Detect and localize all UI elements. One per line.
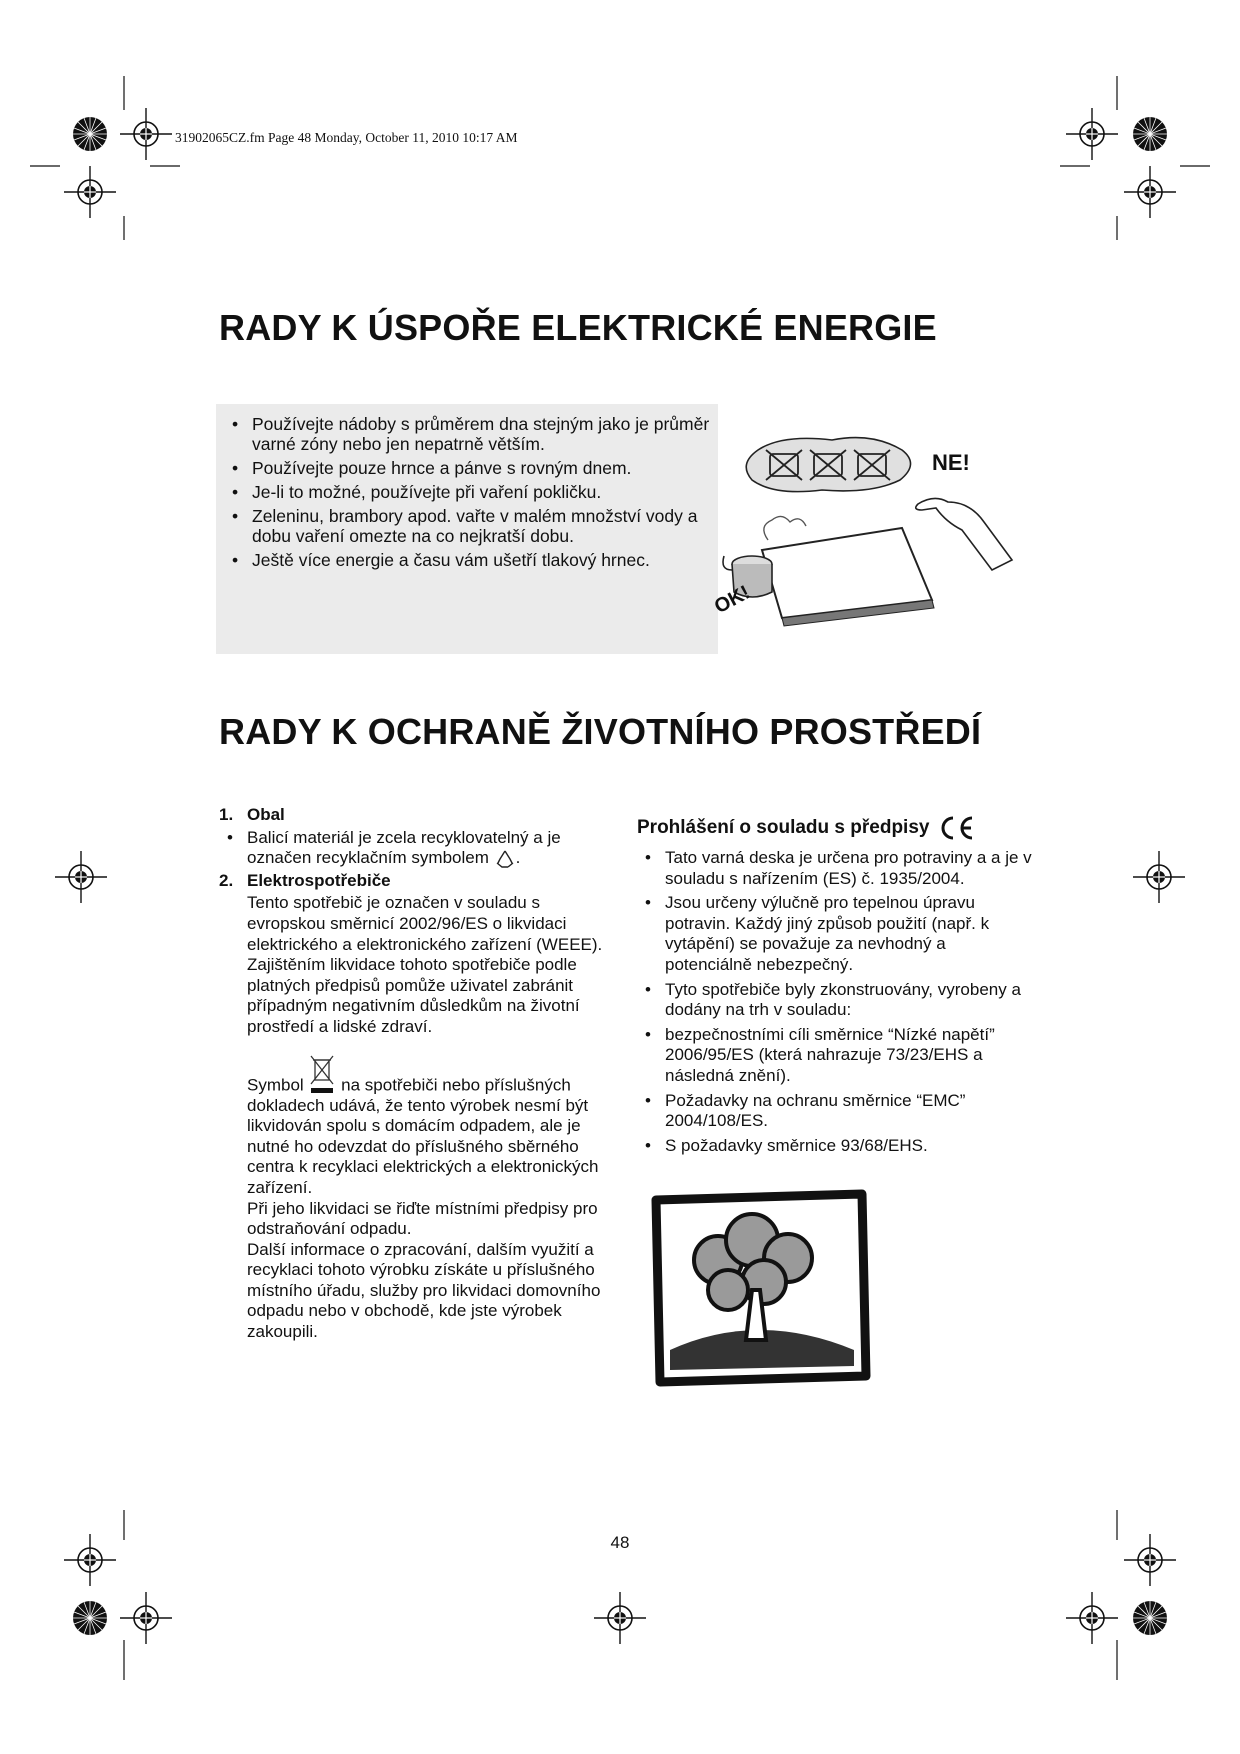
compliance-item: • Požadavky na ochranu směrnice “EMC” 2004/108/ES. (637, 1091, 1037, 1132)
file-info-header: 31902065CZ.fm Page 48 Monday, October 11, 2010 10:17 AM (175, 130, 518, 145)
appliances-number: 2. (219, 870, 234, 890)
registration-mark-top-left (30, 76, 180, 240)
registration-mark-bottom-center (594, 1592, 646, 1644)
appliances-paragraph-3: Při jeho likvidaci se řiďte místními předpisy pro odstraňování odpadu. (247, 1198, 598, 1239)
symbol-paragraph-text: na spotřebiči nebo příslušných dokladech udává, že tento výrobek nesmí být likvidován spolu s domácím odpadem, ale je nutné ho odevzdat do příslušného sběrného centra k recyklaci elektrických a elektronických zařízení. (247, 1074, 599, 1197)
energy-tip: • Používejte pouze hrnce a pánve s rovným dnem. (224, 458, 714, 478)
energy-tip: • Používejte nádoby s průměrem dna stejným jako je průměr varné zóny nebo jen nepatrně větším. (224, 414, 714, 454)
crossed-bin-icon (308, 1052, 336, 1096)
energy-tip: • Zeleninu, brambory apod. vařte v malém množství vody a dobu vaření omezte na co nejkratší dobu. (224, 506, 714, 546)
page-number: 48 (610, 1533, 630, 1552)
symbol-word: Symbol (247, 1074, 304, 1094)
environment-section-title: RADY K OCHRANĚ ŽIVOTNÍHO PROSTŘEDÍ (219, 711, 982, 752)
compliance-heading-text: Prohlášení o souladu s předpisy (637, 816, 930, 838)
compliance-heading (637, 814, 1037, 842)
energy-tips-box (216, 404, 718, 654)
appliances-paragraph-1: Tento spotřebič je označen v souladu s evropskou směrnicí 2002/96/ES o likvidaci elektrického a elektronického zařízení (WEEE). Zajištěním likvidace tohoto spotřebiče podle platných předpisů pomůže uživatel zabránit případným negativním důsledkům na životní prostředí a lidské zdraví. (247, 893, 603, 1036)
compliance-item: • Tato varná deska je určena pro potraviny a a je v souladu s nařízením (ES) č. 1935/2004. (637, 848, 1037, 889)
ok-label: OK! (710, 581, 754, 619)
environment-tree-icon (648, 1190, 873, 1385)
registration-mark-bottom-left (64, 1510, 172, 1680)
energy-tip: • Je-li to možné, používejte při vaření pokličku. (224, 482, 714, 502)
energy-tips-list (224, 414, 714, 574)
packaging-bullet-end: . (515, 848, 521, 868)
compliance-item: • S požadavky směrnice 93/68/EHS. (637, 1136, 1037, 1157)
ce-mark-icon (937, 814, 977, 842)
compliance-list (637, 848, 1037, 1156)
packaging-bullet (219, 828, 609, 869)
appliances-paragraph-4: Další informace o zpracování, dalším využití a recyklaci tohoto výrobku získáte u příslušného místního úřadu, služby pro likvidaci domovního odpadu nebo v obchodě, kde jste výrobek zakoupili. (247, 1239, 601, 1342)
registration-mark-bottom-right (1066, 1510, 1176, 1680)
appliances-heading-text: Elektrospotřebiče (247, 870, 391, 890)
pointing-hand-icon (916, 498, 1012, 570)
environment-right-column (637, 814, 1037, 1160)
energy-section-title: RADY K ÚSPOŘE ELEKTRICKÉ ENERGIE (219, 307, 937, 348)
packaging-list (219, 828, 609, 869)
wrong-pots-icons (766, 450, 890, 480)
cookware-illustration (710, 430, 1022, 630)
packaging-bullet-text: Balicí materiál je zcela recyklovatelný a je označen recyklačním symbolem (247, 827, 561, 868)
energy-tip: • Ještě více energie a času vám ušetří tlakový hrnec. (224, 550, 714, 570)
ne-label: NE! (932, 450, 970, 475)
registration-mark-right-middle (1133, 851, 1185, 903)
appliances-symbol-paragraph (219, 1052, 609, 1199)
compliance-item: • bezpečnostními cíli směrnice “Nízké napětí” 2006/95/ES (která nahrazuje 73/23/EHS a následná znění). (637, 1025, 1037, 1087)
compliance-item: • Jsou určeny výlučně pro tepelnou úpravu potravin. Každý jiný způsob použití (např. k vytápění) se považuje za nevhodný a potenciálně nebezpečný. (637, 893, 1037, 975)
packaging-heading-text: Obal (247, 805, 285, 824)
appliances-heading (219, 871, 609, 892)
environment-left-column (219, 805, 609, 1343)
compliance-item: • Tyto spotřebiče byly zkonstruovány, vyrobeny a dodány na trh v souladu: (637, 980, 1037, 1021)
packaging-heading (219, 805, 609, 826)
packaging-number: 1. (219, 805, 234, 824)
cooktop-surface (762, 528, 934, 626)
registration-mark-top-right (1060, 76, 1210, 240)
registration-mark-left-middle (55, 851, 107, 903)
recycle-icon (494, 849, 516, 869)
